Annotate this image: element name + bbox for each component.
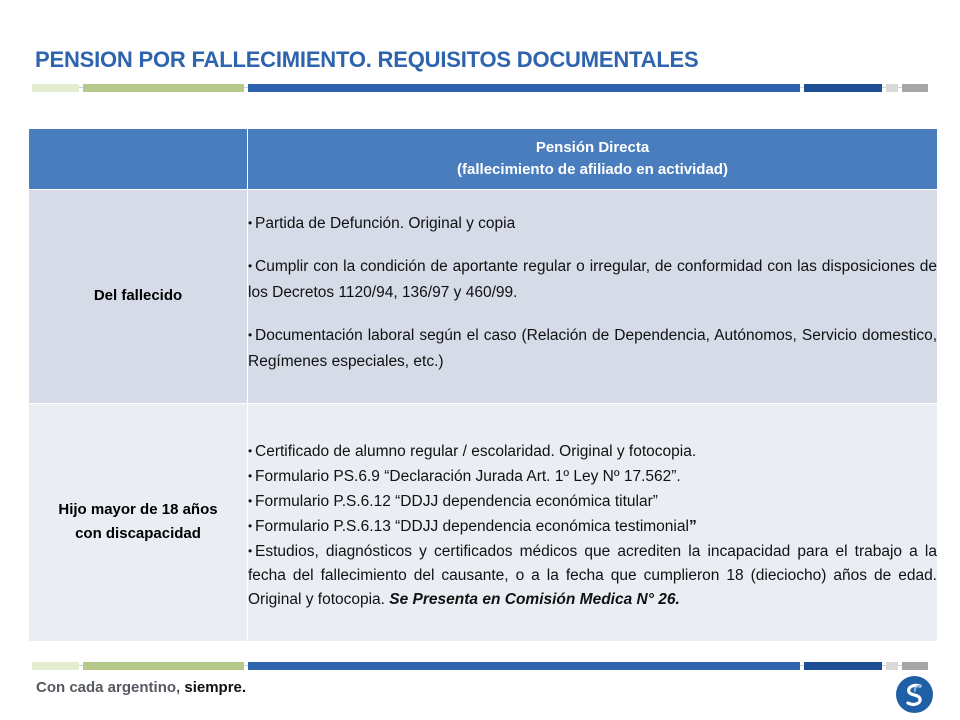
- list-item: • Documentación laboral según el caso (Relación de Dependencia, Autónomos, Servicio domestico, Regímenes especiales, etc.): [248, 322, 937, 375]
- bullet-icon: •: [248, 216, 253, 231]
- bullet-icon: •: [248, 519, 253, 534]
- requirements-table: [28, 128, 938, 642]
- row-content-fallecido: [248, 190, 938, 403]
- list-item: • Estudios, diagnósticos y certificados médicos que acrediten la incapacidad para el trabajo a la fecha del fallecimiento del causante, o a la fecha que cumplieron 18 (dieciocho) años de edad. Original y fotocopia. Se Presenta en Comisión Medica N° 26.: [248, 539, 937, 612]
- row-content-hijo: [248, 403, 938, 641]
- bottom-decorative-stripe: [32, 662, 928, 670]
- row-label-hijo: Hijo mayor de 18 años con discapacidad: [29, 403, 248, 641]
- list-item: • Formulario P.S.6.13 “DDJJ dependencia económica testimonial”: [248, 514, 937, 539]
- header-line-1: Pensión Directa: [535, 139, 650, 157]
- list-item: • Formulario P.S.6.12 “DDJJ dependencia económica titular”: [248, 489, 937, 514]
- bullet-icon: •: [248, 259, 253, 274]
- row-label-fallecido: Del fallecido: [29, 190, 248, 403]
- page-title: PENSION POR FALLECIMIENTO. REQUISITOS DOCUMENTALES: [35, 47, 699, 72]
- table-corner-cell: [29, 129, 248, 190]
- table-header: [248, 129, 938, 190]
- emphasis-text: Se Presenta en Comisión Medica N° 26.: [389, 591, 680, 609]
- list-item: • Formulario PS.6.9 “Declaración Jurada Art. 1º Ley Nº 17.562”.: [248, 464, 937, 489]
- header-line-2: (fallecimiento de afiliado en actividad): [457, 161, 728, 179]
- footer-slogan: Con cada argentino, siempre.: [36, 679, 247, 696]
- bullet-icon: •: [248, 328, 253, 343]
- bullet-icon: •: [248, 444, 253, 459]
- list-item: • Cumplir con la condición de aportante regular o irregular, de conformidad con las disposiciones de los Decretos 1120/94, 136/97 y 460/99.: [248, 253, 937, 306]
- list-item: • Certificado de alumno regular / escolaridad. Original y fotocopia.: [248, 439, 937, 464]
- bullet-icon: •: [248, 469, 253, 484]
- top-decorative-stripe: [32, 84, 928, 92]
- s-logo-icon: [896, 676, 933, 713]
- bullet-icon: •: [248, 494, 253, 509]
- bullet-icon: •: [248, 544, 253, 559]
- list-item: • Partida de Defunción. Original y copia: [248, 210, 937, 237]
